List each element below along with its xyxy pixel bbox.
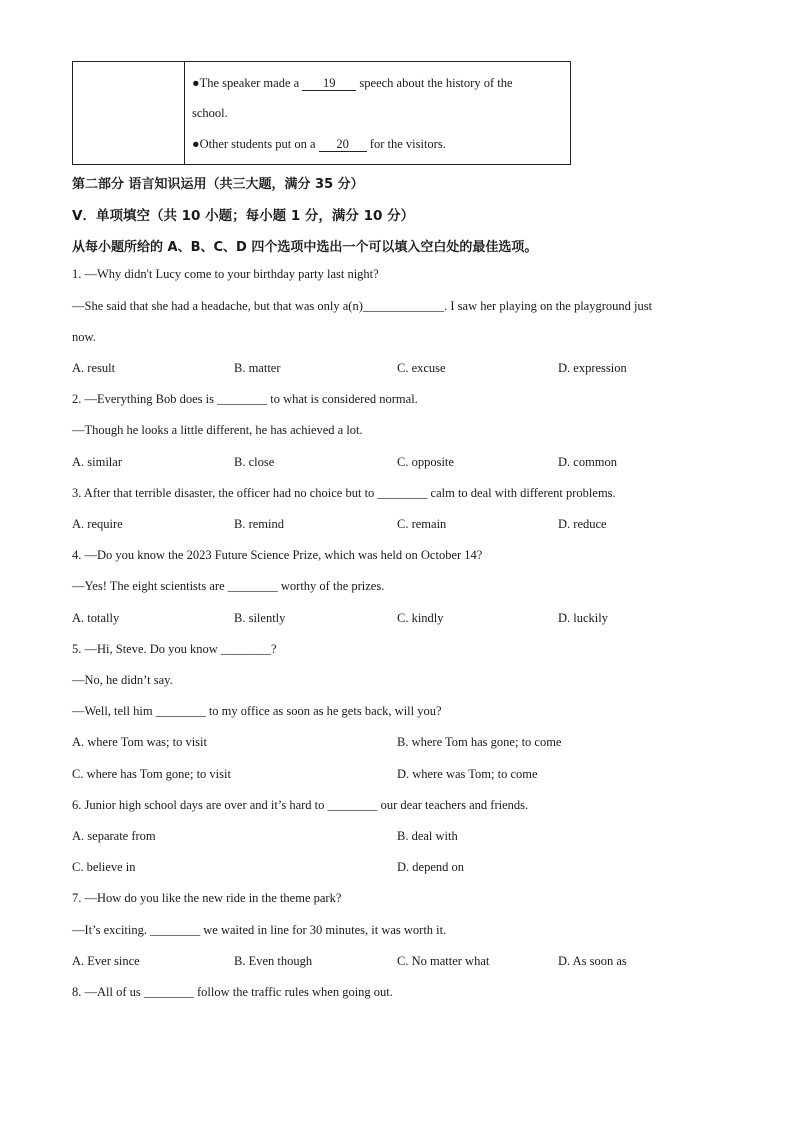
q5-line-3: —Well, tell him ________ to my office as soon as he gets back, will you? <box>72 704 442 718</box>
q1-option-c[interactable]: C. excuse <box>397 361 446 375</box>
q4-option-a[interactable]: A. totally <box>72 611 120 625</box>
q5-line-1: 5. —Hi, Steve. Do you know ________? <box>72 642 277 656</box>
row1-text-post: speech about the history of the <box>359 76 513 90</box>
q3-option-a[interactable]: A. require <box>72 517 123 531</box>
q1-line-3: now. <box>72 330 96 344</box>
section-instruction: 从每小题所给的 A、B、C、D 四个选项中选出一个可以填入空白处的最佳选项。 <box>72 240 538 255</box>
row1-text-pre: The speaker made a <box>199 76 300 90</box>
q7-option-d[interactable]: D. As soon as <box>558 954 627 968</box>
q5-option-b[interactable]: B. where Tom has gone; to come <box>397 735 562 749</box>
q4-option-d[interactable]: D. luckily <box>558 611 608 625</box>
q3-option-b[interactable]: B. remind <box>234 517 284 531</box>
table-row-1-cont: school. <box>192 106 228 120</box>
table-row-2 <box>192 137 446 152</box>
row2-text-pre: Other students put on a <box>199 137 316 151</box>
q8-line-1: 8. —All of us ________ follow the traffic rules when going out. <box>72 985 393 999</box>
q4-option-c[interactable]: C. kindly <box>397 611 444 625</box>
q5-option-c[interactable]: C. where has Tom gone; to visit <box>72 767 231 781</box>
bullet: ● <box>192 76 200 90</box>
q7-option-c[interactable]: C. No matter what <box>397 954 490 968</box>
row2-text-post: for the visitors. <box>369 137 446 151</box>
q7-line-2: —It’s exciting. ________ we waited in line for 30 minutes, it was worth it. <box>72 923 447 937</box>
q5-option-d[interactable]: D. where was Tom; to come <box>397 767 538 781</box>
q5-option-a[interactable]: A. where Tom was; to visit <box>72 735 207 749</box>
q3-option-d[interactable]: D. reduce <box>558 517 607 531</box>
answer-table <box>72 61 571 165</box>
q2-option-c[interactable]: C. opposite <box>397 455 454 469</box>
blank-19: 19 <box>302 77 356 91</box>
q6-option-b[interactable]: B. deal with <box>397 829 458 843</box>
q6-line-1: 6. Junior high school days are over and it’s hard to ________ our dear teachers and friends. <box>72 798 529 812</box>
q5-line-2: —No, he didn’t say. <box>72 673 173 687</box>
q6-option-d[interactable]: D. depend on <box>397 860 464 874</box>
q2-option-d[interactable]: D. common <box>558 455 618 469</box>
q2-line-1: 2. —Everything Bob does is ________ to what is considered normal. <box>72 392 418 406</box>
q4-line-2: —Yes! The eight scientists are ________ worthy of the prizes. <box>72 579 385 593</box>
blank-20: 20 <box>319 138 367 152</box>
part-title: 第二部分 语言知识运用（共三大题，满分 35 分） <box>72 177 364 192</box>
q3-line-1: 3. After that terrible disaster, the officer had no choice but to ________ calm to deal with different problems. <box>72 486 616 500</box>
q1-line-1: 1. —Why didn't Lucy come to your birthday party last night? <box>72 267 379 281</box>
q4-line-1: 4. —Do you know the 2023 Future Science Prize, which was held on October 14? <box>72 548 483 562</box>
q2-option-b[interactable]: B. close <box>234 455 275 469</box>
q4-option-b[interactable]: B. silently <box>234 611 286 625</box>
q1-option-a[interactable]: A. result <box>72 361 116 375</box>
q2-line-2: —Though he looks a little different, he has achieved a lot. <box>72 423 363 437</box>
bullet: ● <box>192 137 200 151</box>
q7-option-b[interactable]: B. Even though <box>234 954 313 968</box>
section-title: V．单项填空（共 10 小题；每小题 1 分，满分 10 分） <box>72 208 415 224</box>
q1-option-d[interactable]: D. expression <box>558 361 627 375</box>
q6-option-c[interactable]: C. believe in <box>72 860 136 874</box>
table-row-1 <box>192 76 513 91</box>
q7-option-a[interactable]: A. Ever since <box>72 954 140 968</box>
q1-line-2: —She said that she had a headache, but that was only a(n)_____________. I saw her playing on the playground just <box>72 299 653 313</box>
q1-option-b[interactable]: B. matter <box>234 361 281 375</box>
q6-option-a[interactable]: A. separate from <box>72 829 156 843</box>
q3-option-c[interactable]: C. remain <box>397 517 447 531</box>
q7-line-1: 7. —How do you like the new ride in the theme park? <box>72 891 342 905</box>
table-divider <box>184 62 185 164</box>
q2-option-a[interactable]: A. similar <box>72 455 122 469</box>
